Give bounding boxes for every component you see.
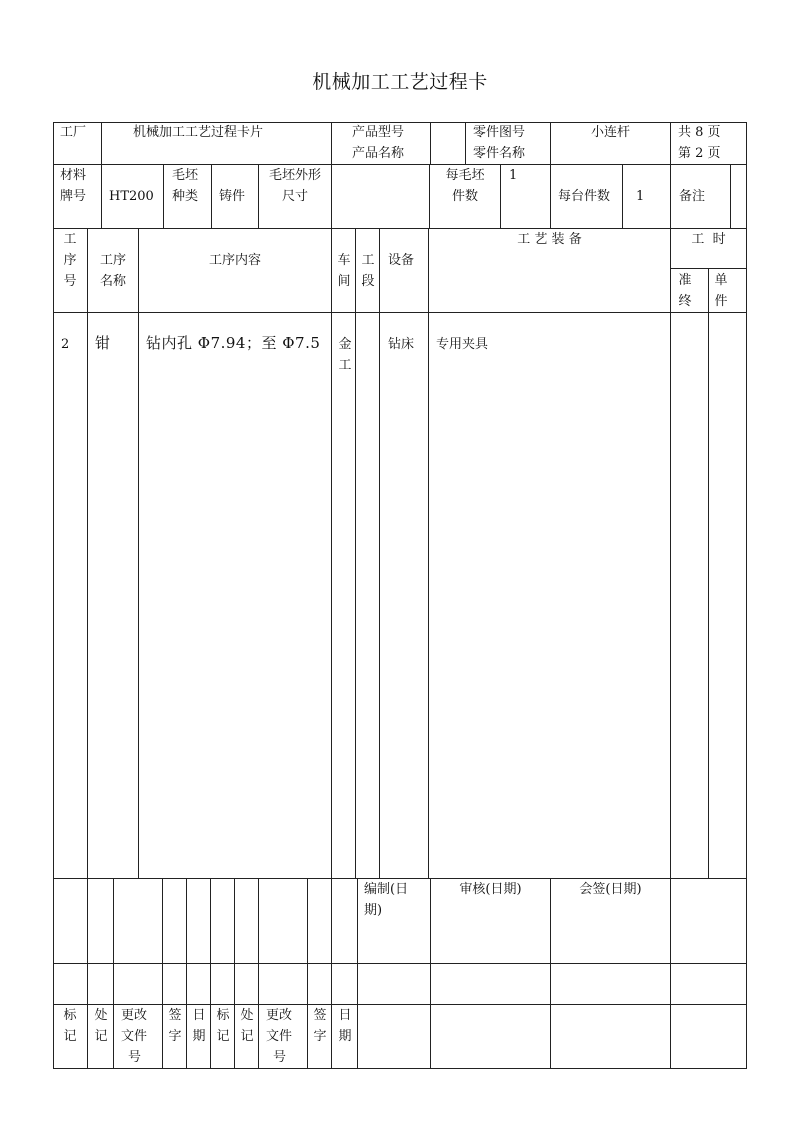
- compile-label-2: 期): [364, 903, 383, 918]
- part-name-label: 零件名称: [473, 146, 526, 161]
- rev-place-2: 处 记: [240, 1008, 254, 1044]
- material-grade-label: 材料: [60, 168, 87, 183]
- per-blank-value: 1: [509, 168, 518, 183]
- rev-mark: 标 记: [63, 1008, 77, 1044]
- blank-size-label: 毛坯外形: [268, 168, 321, 183]
- review-label: 审核(日期): [459, 882, 522, 897]
- rev-change-doc: 更改 文件 号: [121, 1008, 148, 1065]
- blank-type-value: 铸件: [219, 189, 246, 204]
- col-op-content: 工序内容: [208, 253, 261, 268]
- col-section: 工 段: [361, 253, 375, 289]
- col-op-name: 工序: [99, 253, 126, 268]
- product-name-label: 产品名称: [352, 146, 405, 161]
- per-unit-label: 每台件数: [558, 189, 611, 204]
- col-op-no: 工 序 号: [63, 232, 77, 289]
- material-grade-value: HT200: [109, 189, 154, 204]
- per-unit-value: 1: [636, 189, 645, 204]
- rev-date: 日 期: [192, 1008, 206, 1044]
- col-unit-time: 单 件: [714, 273, 728, 309]
- page-title: 机械加工工艺过程卡: [312, 71, 488, 93]
- col-time: 工 时: [691, 232, 726, 247]
- compile-label: 编制(日: [364, 882, 409, 897]
- rev-mark-2: 标 记: [216, 1008, 230, 1044]
- col-workshop: 车 间: [337, 253, 351, 289]
- product-model-label: 产品型号: [352, 125, 405, 140]
- op-name: 钳: [95, 334, 111, 352]
- material-grade-label-2: 牌号: [60, 189, 87, 204]
- card-name: 机械加工工艺过程卡片: [133, 125, 264, 140]
- rev-sign-2: 签 字: [313, 1008, 327, 1044]
- op-content: 钻内孔 Φ7.94；至 Φ7.5: [146, 334, 321, 352]
- rev-sign: 签 字: [168, 1008, 182, 1044]
- rev-date-2: 日 期: [338, 1008, 352, 1044]
- part-name-value: 小连杆: [590, 125, 630, 140]
- blank-size-label-2: 尺寸: [281, 189, 308, 204]
- per-blank-label-2: 件数: [451, 189, 478, 204]
- rev-place: 处 记: [94, 1008, 108, 1044]
- part-drawing-label: 零件图号: [473, 125, 526, 140]
- blank-type-label-2: 种类: [172, 189, 199, 204]
- op-equipment: 钻床: [388, 337, 415, 352]
- col-tooling: 工 艺 装 备: [517, 232, 582, 247]
- op-no: 2: [61, 337, 70, 352]
- page-number: 第 2 页: [678, 146, 721, 161]
- per-blank-label: 每毛坯: [445, 168, 485, 183]
- col-prep-time: 准 终: [678, 273, 692, 309]
- remarks-label: 备注: [679, 189, 706, 204]
- factory-label: 工厂: [60, 125, 87, 140]
- col-equipment: 设备: [388, 253, 415, 268]
- rev-change-doc-2: 更改 文件 号: [266, 1008, 293, 1065]
- countersign-label: 会签(日期): [579, 882, 642, 897]
- op-workshop: 金 工: [338, 337, 352, 373]
- col-op-name-2: 名称: [99, 274, 126, 289]
- op-tooling: 专用夹具: [436, 337, 489, 352]
- blank-type-label: 毛坯: [172, 168, 199, 183]
- total-pages: 共 8 页: [678, 125, 721, 140]
